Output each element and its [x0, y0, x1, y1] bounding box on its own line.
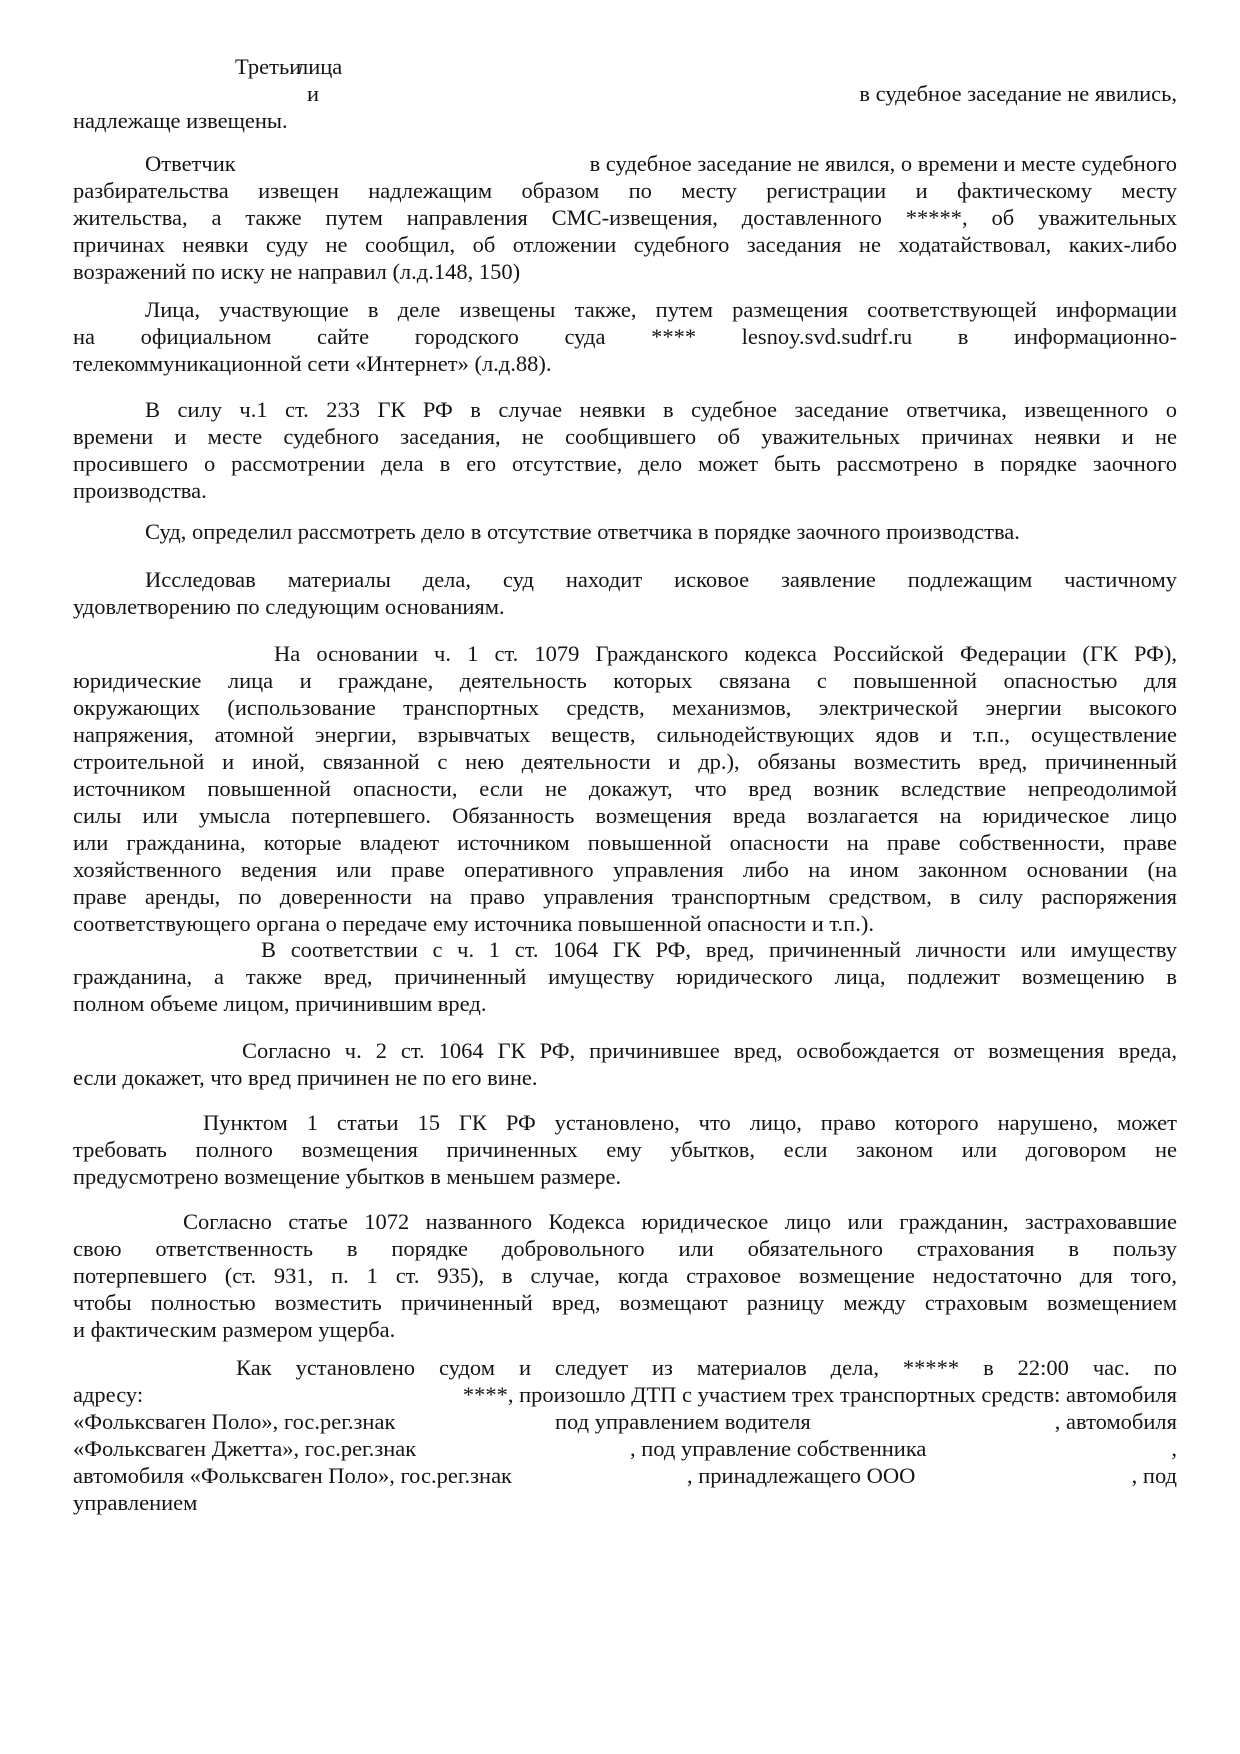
- paragraph-article-1064-2: [73, 1037, 1177, 1064]
- text-segment: автомобиля «Фольксваген Поло», гос.рег.знак: [73, 1463, 512, 1488]
- text-line: соответствующего органа о передаче ему источника повышенной опасности и т.п.).: [73, 911, 874, 936]
- text-line: [73, 80, 1177, 107]
- text-segment: , под: [1131, 1463, 1177, 1488]
- paragraph-notice: [73, 296, 1177, 323]
- text-line: возражений по иску не направил (л.д.148, 150): [73, 259, 521, 284]
- text-line: удовлетворению по следующим основаниям.: [73, 594, 505, 619]
- text-segment: под управлением водителя: [555, 1409, 811, 1434]
- text-line: или гражданина, которые владеют источником повышенной опасности на праве собственности, праве: [73, 830, 1177, 855]
- text-line: времени и месте судебного заседания, не сообщившего об уважительных причинах неявки и не: [73, 424, 1177, 449]
- text-line: причинах неявки суду не сообщил, об отложении судебного заседания не ходатайствовал, каких-либо: [73, 232, 1177, 257]
- text-line: на официальном сайте городского суда **** lesnoy.svd.sudrf.ru в информационно-: [73, 324, 1177, 349]
- text-segment: , под управление собственника: [630, 1436, 927, 1461]
- paragraph-article-15-cont: [73, 1136, 1177, 1190]
- text-segment: ****, произошло ДТП с участием трех транспортных средств: автомобиля: [462, 1382, 1177, 1407]
- text-segment: в судебное заседание не явился, о времени и месте судебного: [589, 151, 1177, 176]
- text-line: праве аренды, по доверенности на право управления транспортным средством, в силу распоряжения: [73, 884, 1177, 909]
- paragraph-article-1072: [73, 1208, 1177, 1235]
- text-line: [73, 1381, 1177, 1408]
- text-line: производства.: [73, 478, 207, 503]
- paragraph-article-15: [73, 1109, 1177, 1136]
- text-segment: в судебное заседание не явились,: [859, 81, 1177, 106]
- text-line: [73, 53, 1177, 80]
- paragraph-article-233: [73, 396, 1177, 423]
- paragraph-article-1064-1: [73, 936, 1177, 963]
- text-segment: и: [307, 81, 320, 106]
- text-line: чтобы полностью возместить причиненный вред, возмещают разницу между страховым возмещением: [73, 1290, 1177, 1315]
- text-line: юридические лица и граждане, деятельность которых связана с повышенной опасностью для: [73, 668, 1177, 693]
- paragraph-article-1079: [73, 640, 1177, 667]
- text-line: жительства, а также путем направления СМС-извещения, доставленного *****, об уважительных: [73, 205, 1177, 230]
- text-segment: Третьи: [235, 54, 302, 79]
- text-line: окружающих (использование транспортных средств, механизмов, электрической энергии высокого: [73, 695, 1177, 720]
- paragraph-established-facts: [73, 1354, 1177, 1381]
- text-line: хозяйственного ведения или праве оперативного управления либо на ином законном основании (на: [73, 857, 1177, 882]
- text-line: Согласно ч. 2 ст. 1064 ГК РФ, причинившее вред, освобождается от возмещения вреда,: [242, 1038, 1177, 1063]
- text-line: силы или умысла потерпевшего. Обязанность возмещения вреда возлагается на юридическое лицо: [73, 803, 1177, 828]
- text-line: полном объеме лицом, причинившим вред.: [73, 991, 487, 1016]
- text-line: просившего о рассмотрении дела в его отсутствие, дело может быть рассмотрено в порядке заочного: [73, 451, 1177, 476]
- text-line: управлением: [73, 1490, 198, 1515]
- text-line: источником повышенной опасности, если не докажут, что вред возник вследствие непреодолимой: [73, 776, 1177, 801]
- text-line: предусмотрено возмещение убытков в меньшем размере.: [73, 1164, 622, 1189]
- text-segment: ,: [1171, 1436, 1177, 1461]
- paragraph-article-1079-cont: [73, 667, 1177, 937]
- text-segment: Ответчик: [145, 151, 236, 176]
- text-line: Согласно статье 1072 названного Кодекса юридическое лицо или гражданин, застраховавшие: [183, 1209, 1177, 1234]
- text-line: [73, 1408, 1177, 1435]
- text-line: Как установлено судом и следует из материалов дела, ***** в 22:00 час. по: [236, 1355, 1177, 1380]
- text-line: свою ответственность в порядке добровольного или обязательного страхования в пользу: [73, 1236, 1177, 1261]
- text-line: телекоммуникационной сети «Интернет» (л.д.88).: [73, 351, 552, 376]
- text-segment: , автомобиля: [1054, 1409, 1177, 1434]
- text-segment: адресу:: [73, 1382, 144, 1407]
- paragraph-having-studied-cont: [73, 593, 1177, 620]
- text-line: и фактическим размером ущерба.: [73, 1317, 396, 1342]
- paragraph-notice-cont: [73, 323, 1177, 377]
- paragraph-article-1064-2-cont: [73, 1064, 1177, 1091]
- text-line: разбирательства извещен надлежащим образом по месту регистрации и фактическому месту: [73, 178, 1177, 203]
- text-line: В силу ч.1 ст. 233 ГК РФ в случае неявки в судебное заседание ответчика, извещенного о: [145, 397, 1177, 422]
- paragraph-article-233-cont: [73, 423, 1177, 504]
- text-line: [73, 150, 1177, 177]
- text-line: [73, 1435, 1177, 1462]
- paragraph-court-decision: [73, 518, 1177, 545]
- text-line: Суд, определил рассмотреть дело в отсутствие ответчика в порядке заочного производства.: [145, 519, 1020, 544]
- text-line: В соответствии с ч. 1 ст. 1064 ГК РФ, вред, причиненный личности или имуществу: [261, 937, 1177, 962]
- text-line: гражданина, а также вред, причиненный имуществу юридического лица, подлежит возмещению в: [73, 964, 1177, 989]
- text-line: строительной и иной, связанной с нею деятельности и др.), обязаны возместить вред, причиненный: [73, 749, 1177, 774]
- paragraph-having-studied: [73, 566, 1177, 593]
- text-segment: «Фольксваген Джетта», гос.рег.знак: [73, 1436, 417, 1461]
- text-line: Исследовав материалы дела, суд находит исковое заявление подлежащим частичному: [145, 567, 1177, 592]
- paragraph-article-1072-cont: [73, 1235, 1177, 1343]
- text-line: Лица, участвующие в деле извещены также, путем размещения соответствующей информации: [145, 297, 1177, 322]
- text-line: напряжения, атомной энергии, взрывчатых веществ, сильнодействующих ядов и т.п., осуществление: [73, 722, 1177, 747]
- text-segment: «Фольксваген Поло», гос.рег.знак: [73, 1409, 396, 1434]
- text-line: требовать полного возмещения причиненных ему убытков, если законом или договором не: [73, 1137, 1177, 1162]
- text-segment: лица: [297, 54, 343, 79]
- text-line: Пунктом 1 статьи 15 ГК РФ установлено, что лицо, право которого нарушено, может: [203, 1110, 1177, 1135]
- paragraph-article-1064-1-cont: [73, 963, 1177, 1017]
- text-line: надлежаще извещены.: [73, 108, 288, 133]
- text-line: если докажет, что вред причинен не по его вине.: [73, 1065, 538, 1090]
- paragraph-defendant: [73, 150, 1177, 285]
- paragraph-established-facts-cont: [73, 1381, 1177, 1516]
- text-line: [73, 1462, 1177, 1489]
- paragraph-third-parties: [73, 53, 1177, 134]
- text-segment: , принадлежащего ООО: [687, 1463, 916, 1488]
- text-line: На основании ч. 1 ст. 1079 Гражданского кодекса Российской Федерации (ГК РФ),: [274, 641, 1177, 666]
- text-line: потерпевшего (ст. 931, п. 1 ст. 935), в случае, когда страховое возмещение недостаточно для того,: [73, 1263, 1177, 1288]
